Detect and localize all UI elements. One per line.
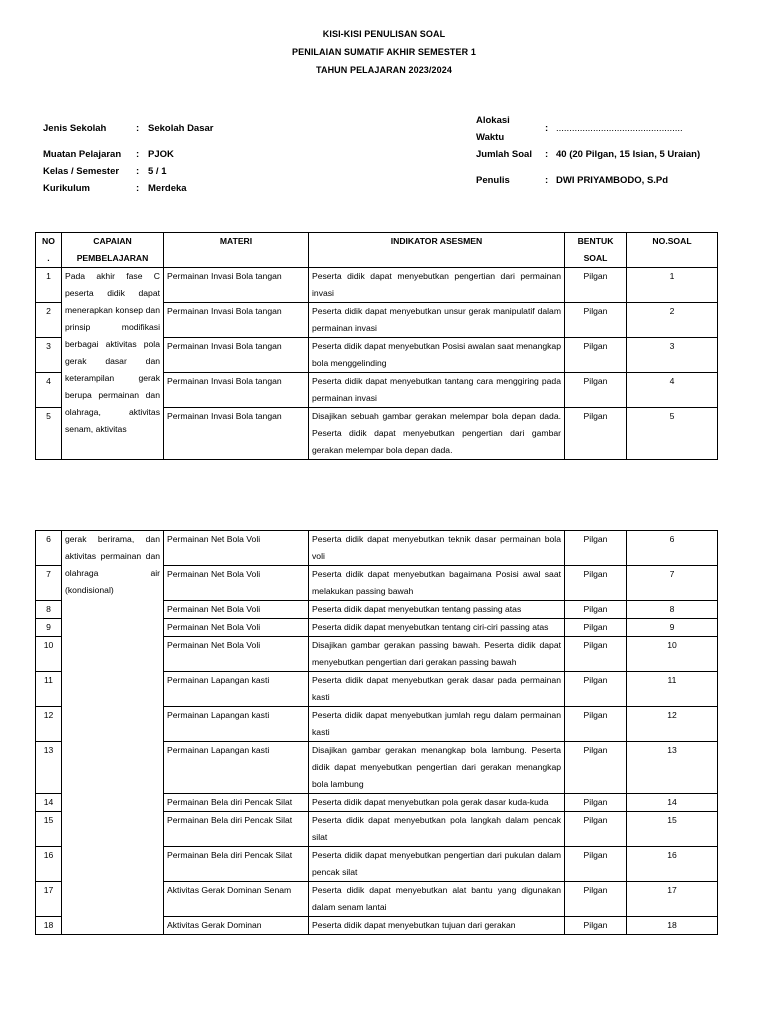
header-capaian: CAPAIAN PEMBELAJARAN — [62, 233, 164, 268]
info-label-penulis: Penulis — [476, 175, 510, 186]
no-soal-cell: 7 — [627, 566, 718, 601]
header-bentuk: BENTUK SOAL — [565, 233, 627, 268]
table-row — [36, 531, 718, 566]
document-title: KISI-KISI PENULISAN SOAL — [322, 29, 446, 39]
header-nosoal: NO.SOAL — [627, 233, 718, 268]
row-number: 14 — [36, 794, 62, 812]
info-colon: : — [136, 183, 140, 194]
materi-cell: Permainan Net Bola Voli — [164, 531, 309, 566]
row-number: 11 — [36, 672, 62, 707]
indikator-cell: Peserta didik dapat menyebutkan alat bantu yang digunakan dalam senam lantai — [309, 882, 565, 917]
materi-cell: Permainan Net Bola Voli — [164, 601, 309, 619]
info-label-waktu: Waktu — [476, 132, 505, 143]
row-number: 1 — [36, 268, 62, 303]
bentuk-soal-cell: Pilgan — [565, 742, 627, 794]
info-label-jenis-sekolah: Jenis Sekolah — [43, 123, 107, 134]
info-label-muatan: Muatan Pelajaran — [43, 149, 122, 160]
info-colon: : — [545, 175, 549, 186]
indikator-cell: Peserta didik dapat menyebutkan tentang ciri-ciri passing atas — [309, 619, 565, 637]
row-number: 3 — [36, 338, 62, 373]
bentuk-soal-cell: Pilgan — [565, 637, 627, 672]
table-header-row — [36, 233, 718, 268]
no-soal-cell: 10 — [627, 637, 718, 672]
info-value-kelas: 5 / 1 — [148, 166, 167, 177]
no-soal-cell: 12 — [627, 707, 718, 742]
indikator-cell: Peserta didik dapat menyebutkan pola langkah dalam pencak silat — [309, 812, 565, 847]
row-number: 10 — [36, 637, 62, 672]
no-soal-cell: 2 — [627, 303, 718, 338]
info-label-alokasi: Alokasi — [476, 115, 510, 126]
row-number: 13 — [36, 742, 62, 794]
no-soal-cell: 11 — [627, 672, 718, 707]
row-number: 15 — [36, 812, 62, 847]
bentuk-soal-cell: Pilgan — [565, 566, 627, 601]
info-value-penulis: DWI PRIYAMBODO, S.Pd — [556, 175, 669, 186]
row-number: 17 — [36, 882, 62, 917]
info-label-kelas: Kelas / Semester — [43, 166, 120, 177]
no-soal-cell: 6 — [627, 531, 718, 566]
bentuk-soal-cell: Pilgan — [565, 601, 627, 619]
indikator-cell: Peserta didik dapat menyebutkan pola gerak dasar kuda-kuda — [309, 794, 565, 812]
bentuk-soal-cell: Pilgan — [565, 268, 627, 303]
bentuk-soal-cell: Pilgan — [565, 794, 627, 812]
kisi-table-2 — [35, 530, 718, 935]
materi-cell: Permainan Lapangan kasti — [164, 672, 309, 707]
materi-cell: Permainan Invasi Bola tangan — [164, 268, 309, 303]
materi-cell: Permainan Bela diri Pencak Silat — [164, 794, 309, 812]
row-number: 7 — [36, 566, 62, 601]
no-soal-cell: 13 — [627, 742, 718, 794]
bentuk-soal-cell: Pilgan — [565, 373, 627, 408]
materi-cell: Permainan Bela diri Pencak Silat — [164, 812, 309, 847]
row-number: 16 — [36, 847, 62, 882]
no-soal-cell: 1 — [627, 268, 718, 303]
bentuk-soal-cell: Pilgan — [565, 408, 627, 460]
no-soal-cell: 5 — [627, 408, 718, 460]
capaian-pembelajaran: Pada akhir fase C peserta didik dapat menerapkan konsep dan prinsip modifikasi berbagai aktivitas pola gerak dasar dan keterampilan gerak berupa permainan dan olahraga, aktivitas senam, aktivitas — [62, 268, 164, 460]
indikator-cell: Peserta didik dapat menyebutkan unsur gerak manipulatif dalam permainan invasi — [309, 303, 565, 338]
no-soal-cell: 15 — [627, 812, 718, 847]
info-colon: : — [136, 123, 140, 134]
document-subtitle: PENILAIAN SUMATIF AKHIR SEMESTER 1 — [292, 47, 476, 57]
bentuk-soal-cell: Pilgan — [565, 338, 627, 373]
materi-cell: Permainan Invasi Bola tangan — [164, 373, 309, 408]
materi-cell: Permainan Lapangan kasti — [164, 707, 309, 742]
no-soal-cell: 3 — [627, 338, 718, 373]
row-number: 2 — [36, 303, 62, 338]
indikator-cell: Peserta didik dapat menyebutkan tantang cara menggiring pada permainan invasi — [309, 373, 565, 408]
row-number: 12 — [36, 707, 62, 742]
no-soal-cell: 16 — [627, 847, 718, 882]
info-colon: : — [136, 149, 140, 160]
kisi-table-1 — [35, 232, 718, 460]
indikator-cell: Peserta didik dapat menyebutkan bagaimana Posisi awal saat melakukan passing bawah — [309, 566, 565, 601]
bentuk-soal-cell: Pilgan — [565, 619, 627, 637]
bentuk-soal-cell: Pilgan — [565, 531, 627, 566]
indikator-cell: Disajikan gambar gerakan menangkap bola lambung. Peserta didik dapat menyebutkan pengertian dari gerakan menangkap bola lambung — [309, 742, 565, 794]
materi-cell: Permainan Invasi Bola tangan — [164, 408, 309, 460]
indikator-cell: Peserta didik dapat menyebutkan gerak dasar pada permainan kasti — [309, 672, 565, 707]
indikator-cell: Peserta didik dapat menyebutkan tentang passing atas — [309, 601, 565, 619]
indikator-cell: Peserta didik dapat menyebutkan teknik dasar permainan bola voli — [309, 531, 565, 566]
materi-cell: Permainan Net Bola Voli — [164, 637, 309, 672]
info-label-kurikulum: Kurikulum — [43, 183, 90, 194]
indikator-cell: Peserta didik dapat menyebutkan pengertian dari pukulan dalam pencak silat — [309, 847, 565, 882]
indikator-cell: Peserta didik dapat menyebutkan jumlah regu dalam permainan kasti — [309, 707, 565, 742]
indikator-cell: Disajikan sebuah gambar gerakan melempar bola depan dada. Peserta didik dapat menyebutkan pengertian dari gambar gerakan melempar bola depan dada. — [309, 408, 565, 460]
materi-cell: Permainan Invasi Bola tangan — [164, 338, 309, 373]
materi-cell: Aktivitas Gerak Dominan — [164, 917, 309, 935]
materi-cell: Permainan Bela diri Pencak Silat — [164, 847, 309, 882]
info-value-jumlah-soal: 40 (20 Pilgan, 15 Isian, 5 Uraian) — [556, 149, 701, 160]
info-label-jumlah-soal: Jumlah Soal — [476, 149, 532, 160]
no-soal-cell: 18 — [627, 917, 718, 935]
bentuk-soal-cell: Pilgan — [565, 917, 627, 935]
indikator-cell: Peserta didik dapat menyebutkan tujuan dari gerakan — [309, 917, 565, 935]
row-number: 6 — [36, 531, 62, 566]
no-soal-cell: 8 — [627, 601, 718, 619]
header-materi: MATERI — [164, 233, 309, 268]
info-colon: : — [545, 123, 549, 134]
row-number: 5 — [36, 408, 62, 460]
bentuk-soal-cell: Pilgan — [565, 672, 627, 707]
no-soal-cell: 14 — [627, 794, 718, 812]
document-year: TAHUN PELAJARAN 2023/2024 — [316, 65, 452, 75]
no-soal-cell: 4 — [627, 373, 718, 408]
bentuk-soal-cell: Pilgan — [565, 303, 627, 338]
indikator-cell: Peserta didik dapat menyebutkan pengertian dari permainan invasi — [309, 268, 565, 303]
bentuk-soal-cell: Pilgan — [565, 882, 627, 917]
row-number: 18 — [36, 917, 62, 935]
info-value-kurikulum: Merdeka — [148, 183, 187, 194]
materi-cell: Permainan Lapangan kasti — [164, 742, 309, 794]
row-number: 9 — [36, 619, 62, 637]
row-number: 4 — [36, 373, 62, 408]
no-soal-cell: 17 — [627, 882, 718, 917]
info-value-jenis-sekolah: Sekolah Dasar — [148, 123, 214, 134]
table-row — [36, 268, 718, 303]
info-colon: : — [136, 166, 140, 177]
info-value-muatan: PJOK — [148, 149, 174, 160]
info-value-alokasi: ................................................ — [556, 123, 683, 134]
materi-cell: Aktivitas Gerak Dominan Senam — [164, 882, 309, 917]
materi-cell: Permainan Net Bola Voli — [164, 566, 309, 601]
row-number: 8 — [36, 601, 62, 619]
materi-cell: Permainan Net Bola Voli — [164, 619, 309, 637]
no-soal-cell: 9 — [627, 619, 718, 637]
capaian-pembelajaran: gerak berirama, dan aktivitas permainan dan olahraga air (kondisional) — [62, 531, 164, 935]
header-indikator: INDIKATOR ASESMEN — [309, 233, 565, 268]
header-no: NO . — [36, 233, 62, 268]
bentuk-soal-cell: Pilgan — [565, 812, 627, 847]
bentuk-soal-cell: Pilgan — [565, 847, 627, 882]
indikator-cell: Disajikan gambar gerakan passing bawah. Peserta didik dapat menyebutkan pengertian dari gerakan passing bawah — [309, 637, 565, 672]
bentuk-soal-cell: Pilgan — [565, 707, 627, 742]
indikator-cell: Peserta didik dapat menyebutkan Posisi awalan saat menangkap bola menggelinding — [309, 338, 565, 373]
materi-cell: Permainan Invasi Bola tangan — [164, 303, 309, 338]
info-colon: : — [545, 149, 549, 160]
